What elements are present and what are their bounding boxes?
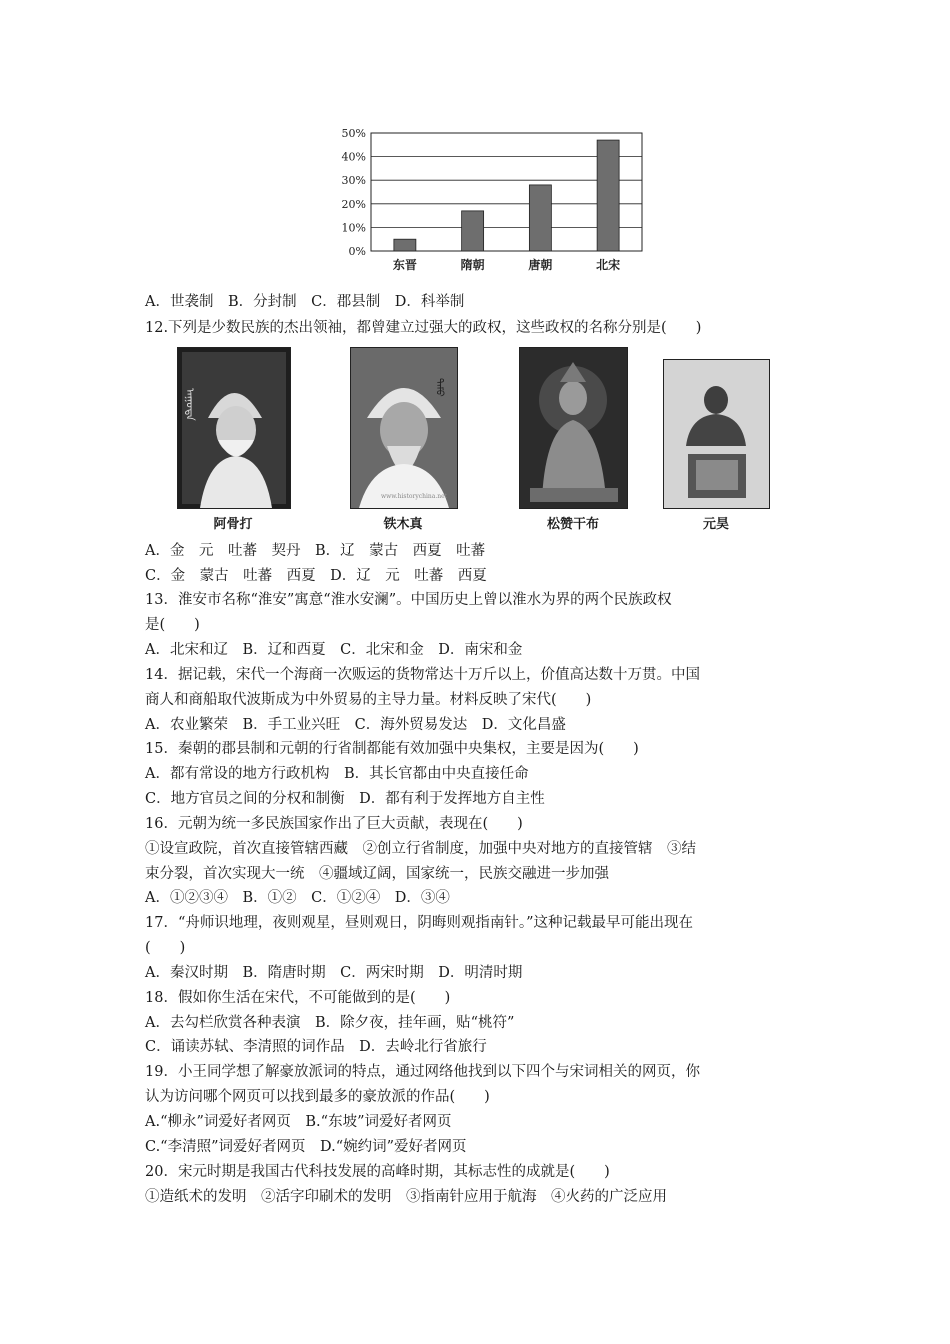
q13-options: A．北宋和辽 B．辽和西夏 C．北宋和金 D．南宋和金 xyxy=(145,642,523,658)
svg-text:ᠠᠭᠤᠳᠠ: ᠠᠭᠤᠳᠠ xyxy=(183,388,197,421)
y-tick-label: 30% xyxy=(341,174,366,188)
q20-stem: 20．宋元时期是我国古代科技发展的高峰时期，其标志性的成就是( ) xyxy=(145,1164,610,1180)
bar xyxy=(462,211,484,251)
q16-stem: 16．元朝为统一多民族国家作出了巨大贡献，表现在( ) xyxy=(145,816,523,832)
x-tick-label: 隋朝 xyxy=(460,258,485,272)
q13-stem-1: 13．淮安市名称“淮安”寓意“淮水安澜”。中国历史上曾以淮水为界的两个民族政权 xyxy=(145,592,672,608)
yuanhao-bust xyxy=(663,359,770,509)
q17-options: A．秦汉时期 B．隋唐时期 C．两宋时期 D．明清时期 xyxy=(145,965,523,981)
temujin-portrait xyxy=(350,347,458,509)
y-tick-label: 10% xyxy=(341,221,366,235)
q15-stem: 15．秦朝的郡县制和元朝的行省制都能有效加强中央集权，主要是因为( ) xyxy=(145,741,639,757)
svg-text:ᠲᠡᠮᠦ: ᠲᠡᠮᠦ xyxy=(433,378,445,397)
bar xyxy=(529,185,551,251)
bar-chart xyxy=(335,128,655,278)
q16-options: A．①②③④ B．①② C．①②④ D．③④ xyxy=(145,890,450,906)
q15-options-1: A．都有常设的地方行政机构 B．其长官都由中央直接任命 xyxy=(145,766,529,782)
songtsen-gampo-statue xyxy=(519,347,628,509)
q18-options-2: C．诵读苏轼、李清照的词作品 D．去岭北行省旅行 xyxy=(145,1039,487,1055)
q19-stem-2: 认为访问哪个网页可以找到最多的豪放派的作品( ) xyxy=(145,1089,490,1105)
q12-stem: 12.下列是少数民族的杰出领袖，都曾建立过强大的政权，这些政权的名称分别是( ) xyxy=(145,320,702,336)
x-tick-label: 北宋 xyxy=(596,258,621,272)
q16-items-1: ①设宣政院，首次直接管辖西藏 ②创立行省制度，加强中央对地方的直接管辖 ③结 xyxy=(145,841,696,857)
q17-stem-2: ( ) xyxy=(145,940,186,956)
q13-stem-2: 是( ) xyxy=(145,617,200,633)
q19-stem-1: 19．小王同学想了解豪放派词的特点，通过网络他找到以下四个与宋词相关的网页，你 xyxy=(145,1064,700,1080)
q12-options-1: A．金 元 吐蕃 契丹 B．辽 蒙古 西夏 吐蕃 xyxy=(145,543,486,559)
q18-options-1: A．去勾栏欣赏各种表演 B．除夕夜，挂年画，贴“桃符” xyxy=(145,1015,515,1031)
y-tick-label: 50% xyxy=(341,128,366,140)
caption-yuanhao: 元昊 xyxy=(702,517,729,532)
q12-options-2: C．金 蒙古 吐蕃 西夏 D．辽 元 吐蕃 西夏 xyxy=(145,568,487,584)
caption-temujin: 铁木真 xyxy=(383,517,423,532)
y-tick-label: 0% xyxy=(348,245,366,258)
x-tick-label: 唐朝 xyxy=(528,258,553,272)
bar xyxy=(394,239,416,251)
q14-stem-2: 商人和商船取代波斯成为中外贸易的主导力量。材料反映了宋代( ) xyxy=(145,692,592,708)
y-tick-label: 40% xyxy=(341,150,366,164)
q17-stem-1: 17．“舟师识地理，夜则观星，昼则观日，阴晦则观指南针。”这种记载最早可能出现在 xyxy=(145,915,694,931)
q14-stem-1: 14．据记载，宋代一个海商一次贩运的货物常达十万斤以上，价值高达数十万贯。中国 xyxy=(145,667,700,683)
caption-songtsen-gampo: 松赞干布 xyxy=(546,517,599,532)
q18-stem: 18．假如你生活在宋代，不可能做到的是( ) xyxy=(145,990,451,1006)
q11-options: A．世袭制 B．分封制 C．郡县制 D．科举制 xyxy=(145,294,465,310)
q19-options-1: A.“柳永”词爱好者网页 B.“东坡”词爱好者网页 xyxy=(145,1114,452,1130)
q15-options-2: C．地方官员之间的分权和制衡 D．都有利于发挥地方自主性 xyxy=(145,791,545,807)
q16-items-2: 束分裂，首次实现大一统 ④疆域辽阔，国家统一，民族交融进一步加强 xyxy=(145,866,609,882)
watermark: www.historychina.net xyxy=(381,493,448,500)
q14-options: A．农业繁荣 B．手工业兴旺 C．海外贸易发达 D．文化昌盛 xyxy=(145,717,566,733)
bar xyxy=(597,140,619,251)
aguda-portrait xyxy=(177,347,291,509)
q19-options-2: C.“李清照”词爱好者网页 D.“婉约词”爱好者网页 xyxy=(145,1139,467,1155)
x-tick-label: 东晋 xyxy=(392,258,417,272)
y-tick-label: 20% xyxy=(341,197,366,211)
q20-items: ①造纸术的发明 ②活字印刷术的发明 ③指南针应用于航海 ④火药的广泛应用 xyxy=(145,1189,667,1205)
caption-aguda: 阿骨打 xyxy=(213,517,253,532)
